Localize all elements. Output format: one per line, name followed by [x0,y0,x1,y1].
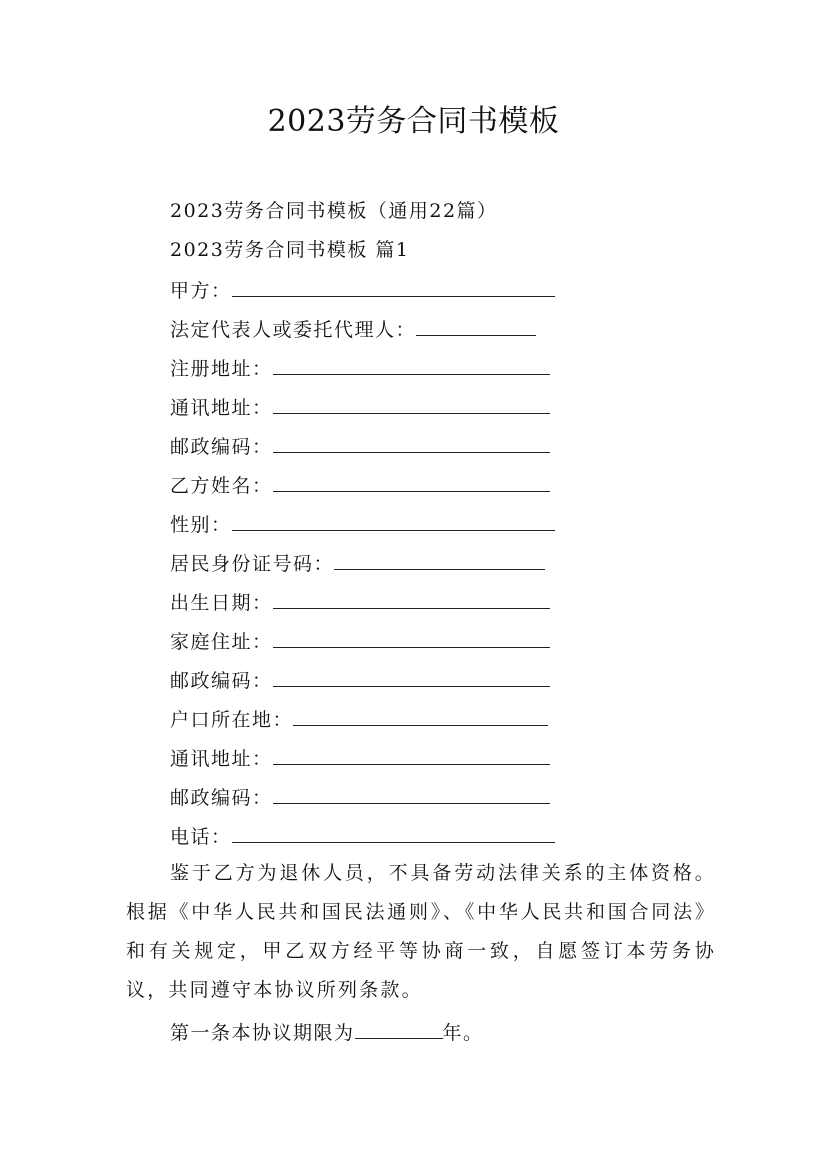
fill-in-blank [273,666,550,687]
field-label: 注册地址： [170,358,273,380]
field-label: 电话： [170,826,232,848]
fill-in-blank [273,354,550,375]
field-label: 邮政编码： [170,787,273,809]
field-postcode-b [170,666,550,694]
field-household-registration [170,705,548,733]
field-label: 邮政编码： [170,670,273,692]
fill-in-blank [273,393,550,414]
field-birth-date [170,588,550,616]
field-legal-representative [170,315,536,343]
field-postcode-a [170,432,550,460]
fill-in-blank [273,588,550,609]
section-heading: 2023劳务合同书模板 篇1 [170,239,410,261]
fill-in-blank [416,315,536,336]
clause-1 [170,1018,484,1046]
fill-in-blank [273,627,550,648]
field-label: 出生日期： [170,592,273,614]
fill-in-blank [293,705,548,726]
fill-in-blank [232,276,555,297]
field-label: 居民身份证号码： [170,553,335,575]
clause-text: 第一条本协议期限为 [170,1022,355,1044]
field-label: 性别： [170,514,232,536]
fill-in-blank [355,1018,443,1039]
field-label: 甲方： [170,280,232,302]
fill-in-blank [273,432,550,453]
document-title: 2023劳务合同书模板 [267,104,560,139]
clause-text-suffix: 年。 [442,1022,484,1044]
field-registered-address [170,354,550,382]
preamble-paragraph: 鉴于乙方为退休人员，不具备劳动法律关系的主体资格。根据《中华人民共和国民法通则》、《中华人民共和国合同法》和有关规定，甲乙双方经平等协商一致，自愿签订本劳务协议，共同遵守本协议所列条款。 [126,862,716,1001]
fill-in-blank [273,783,550,804]
fill-in-blank [273,471,550,492]
field-label: 法定代表人或委托代理人： [170,319,417,341]
field-label: 家庭住址： [170,631,273,653]
field-id-number [170,549,545,577]
field-mailing-address-b [170,744,550,772]
fill-in-blank [334,549,545,570]
document-subtitle: 2023劳务合同书模板（通用22篇） [170,200,498,222]
fill-in-blank [232,510,555,531]
fill-in-blank [232,822,555,843]
field-party-a [170,276,555,304]
field-gender [170,510,555,538]
field-phone [170,822,555,850]
field-label: 邮政编码： [170,436,273,458]
field-label: 户口所在地： [170,709,294,731]
field-label: 通讯地址： [170,397,273,419]
field-home-address [170,627,550,655]
field-party-b-name [170,471,550,499]
field-label: 乙方姓名： [170,475,273,497]
field-postcode-c [170,783,550,811]
fill-in-blank [273,744,550,765]
field-label: 通讯地址： [170,748,273,770]
field-mailing-address-a [170,393,550,421]
